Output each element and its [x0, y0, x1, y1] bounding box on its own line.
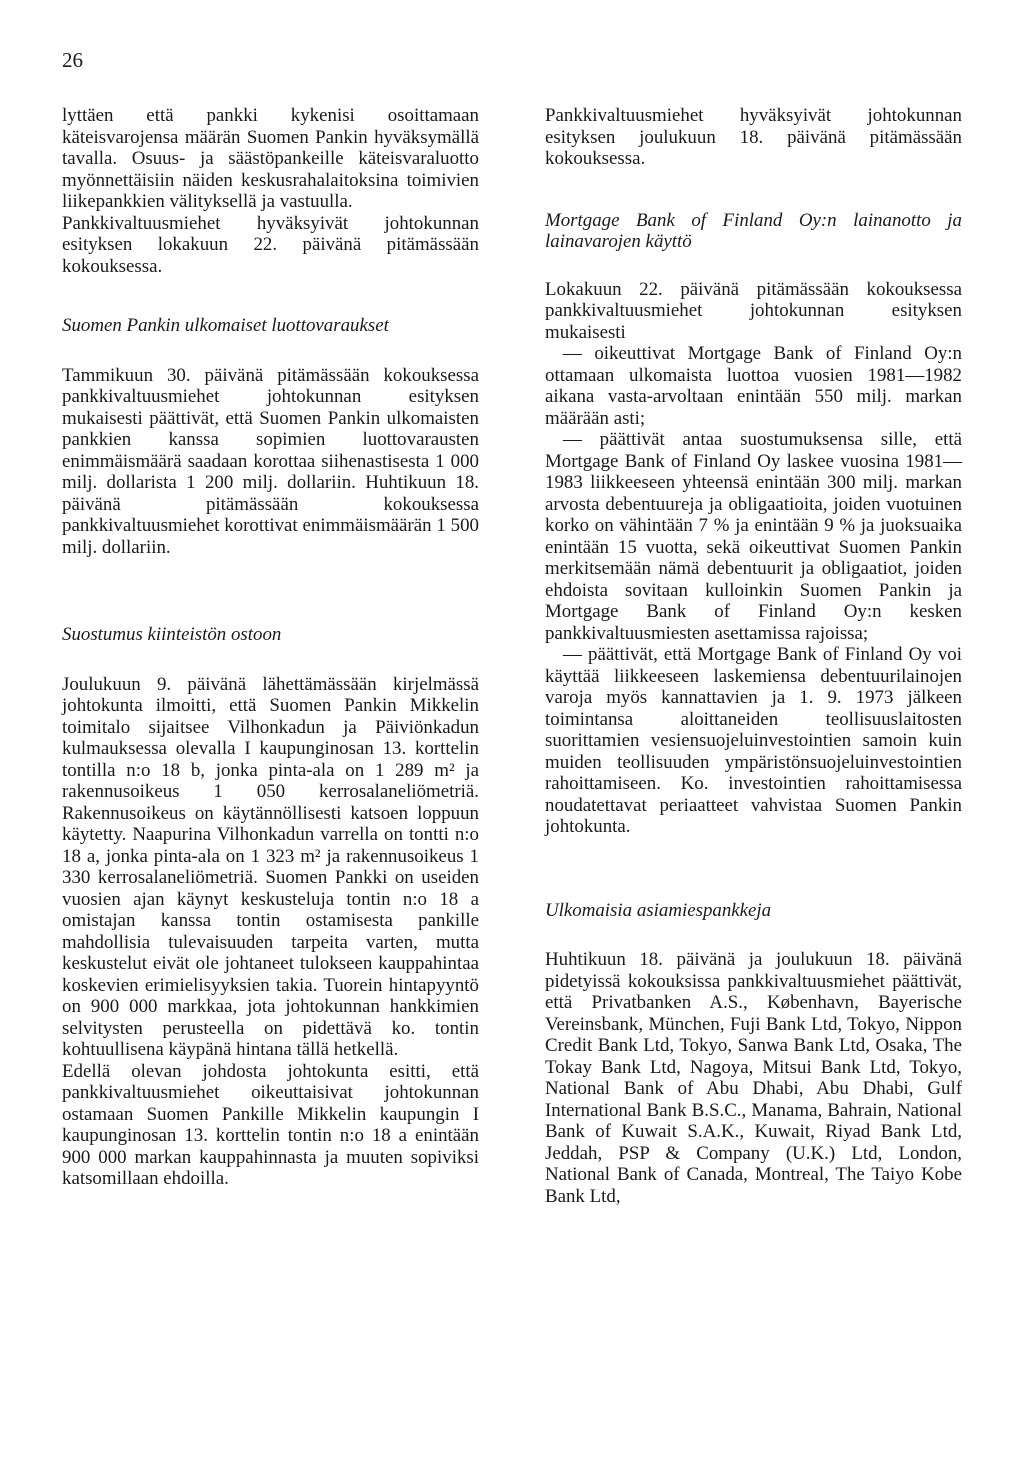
- dash-item-1: — oikeuttivat Mortgage Bank of Finland Oy:n ottamaan ulkomaista luottoa vuosien 1981—1982 aikana vasta-arvoltaan enintään 550 milj. markan määrään asti;: [545, 343, 962, 429]
- left-paragraph-5: Edellä olevan johdosta johtokunta esitti, että pankkivaltuusmiehet oikeuttaisivat johtokunnan ostamaan Suomen Pankille Mikkelin kaupungin I kaupunginosan 13. korttelin tontin n:o 18 a enintään 900 000 markan kauppahinnasta ja muuten sopiviksi katsomillaan ehdoilla.: [62, 1060, 479, 1189]
- left-paragraph-2: Pankkivaltuusmiehet hyväksyivät johtokunnan esityksen lokakuun 22. päivänä pitämässään kokouksessa.: [62, 212, 479, 277]
- dash-item-2: — päättivät antaa suostumuksensa sille, että Mortgage Bank of Finland Oy laskee vuosina 1981—1983 liikkeeseen yhteensä enintään 300 milj. markan arvosta debentuureja ja obligaatioita, joiden vuotuinen korko on vähintään 7 % ja enintään 9 % ja juoksuaika enintään 15 vuotta, sekä oikeuttivat Suomen Pankin merkitsemään nämä debentuurit ja obligaatiot, joiden ehdoista sovitaan kulloinkin Suomen Pankin ja Mortgage Bank of Finland Oy:n kesken pankkivaltuusmiesten asettamissa rajoissa;: [545, 429, 962, 644]
- right-column: [545, 105, 962, 1207]
- section-heading-property-purchase: Suostumus kiinteistön ostoon: [62, 624, 282, 645]
- section-heading-mortgage-bank: Mortgage Bank of Finland Oy:n lainanotto ja lainavarojen käyttö: [545, 209, 962, 252]
- right-paragraph-2: Lokakuun 22. päivänä pitämässään kokouksessa pankkivaltuusmiehet johtokunnan esityksen mukaisesti: [545, 278, 962, 343]
- section-heading-foreign-credit: Suomen Pankin ulkomaiset luottovaraukset: [62, 315, 389, 336]
- page-number: 26: [62, 48, 83, 72]
- left-column: [62, 105, 479, 1190]
- dash-item-3: — päättivät, että Mortgage Bank of Finland Oy voi käyttää liikkeeseen laskemiensa debentuurilainojen varoja myös kannattavien ja 1. 9. 1973 jälkeen toimintansa aloittaneiden teollisuuslaitosten suorittamien vesiensuojeluinvestointien samoin kuin muiden teollisuuden ympäristönsuojeluinvestointien rahoittamiseen. Ko. investointien rahoittamisessa noudatettavat periaatteet vahvistaa Suomen Pankin johtokunta.: [545, 644, 962, 837]
- left-paragraph-3: Tammikuun 30. päivänä pitämässään kokouksessa pankkivaltuusmiehet johtokunnan esityksen mukaisesti päättivät, että Suomen Pankin ulkomaisten pankkien kanssa sopimien luottovarausten enimmäismäärä saadaan korottaa siihenastisesta 1 000 milj. dollarista 1 200 milj. dollariin. Huhtikuun 18. päivänä pitämässään kokouksessa pankkivaltuusmiehet korottivat enimmäismäärän 1 500 milj. dollariin.: [62, 364, 479, 558]
- right-paragraph-3: Huhtikuun 18. päivänä ja joulukuun 18. päivänä pidetyissä kokouksissa pankkivaltuusmiehet päättivät, että Privatbanken A.S., København, Bayerische Vereinsbank, München, Fuji Bank Ltd, Tokyo, Nippon Credit Bank Ltd, Tokyo, Sanwa Bank Ltd, Osaka, The Tokay Bank Ltd, Nagoya, Mitsui Bank Ltd, Tokyo, National Bank of Abu Dhabi, Abu Dhabi, Gulf International Bank B.S.C., Manama, Bahrain, National Bank of Kuwait S.A.K., Kuwait, Riyad Bank Ltd, Jeddah, PSP & Company (U.K.) Ltd, London, National Bank of Canada, Montreal, The Taiyo Kobe Bank Ltd,: [545, 949, 962, 1207]
- section-heading-correspondent-banks: Ulkomaisia asiamiespankkeja: [545, 899, 772, 921]
- left-paragraph-1: lyttäen että pankki kykenisi osoittamaan käteisvarojensa määrän Suomen Pankin hyväksymällä tavalla. Osuus- ja säästöpankeille käteisvaraluotto myönnettäisiin näiden keskusrahalaitoksina toimivien liikepankkien välityksellä ja vastuulla.: [62, 105, 479, 212]
- left-paragraph-4: Joulukuun 9. päivänä lähettämässään kirjelmässä johtokunta ilmoitti, että Suomen Pankin Mikkelin toimitalo sijaitsee Vilhonkadun ja Päiviönkadun kulmauksessa olevalla I kaupunginosan 13. korttelin tontilla n:o 18 b, jonka pinta-ala on 1 289 m² ja rakennusoikeus 1 050 kerrosalaneliömetriä. Rakennusoikeus on käytännöllisesti katsoen loppuun käytetty. Naapurina Vilhonkadun varrella on tontti n:o 18 a, jonka pinta-ala on 1 323 m² ja rakennusoikeus 1 330 kerrosalaneliömetriä. Suomen Pankki on useiden vuosien ajan käynyt keskusteluja tontin n:o 18 a omistajan kanssa tontin ostamisesta pankille mahdollisia tulevaisuuden tarpeita varten, mutta keskustelut eivät ole johtaneet tulokseen kauppahintaa koskevien erimielisyyksien takia. Tuorein hintapyyntö on 900 000 markkaa, jota johtokunnan hankkimien selvitysten perusteella on pidettävä ko. tontin kohtuullisena käypänä hintana tällä hetkellä.: [62, 673, 479, 1060]
- right-paragraph-1: Pankkivaltuusmiehet hyväksyivät johtokunnan esityksen joulukuun 18. päivänä pitämässään kokouksessa.: [545, 105, 962, 169]
